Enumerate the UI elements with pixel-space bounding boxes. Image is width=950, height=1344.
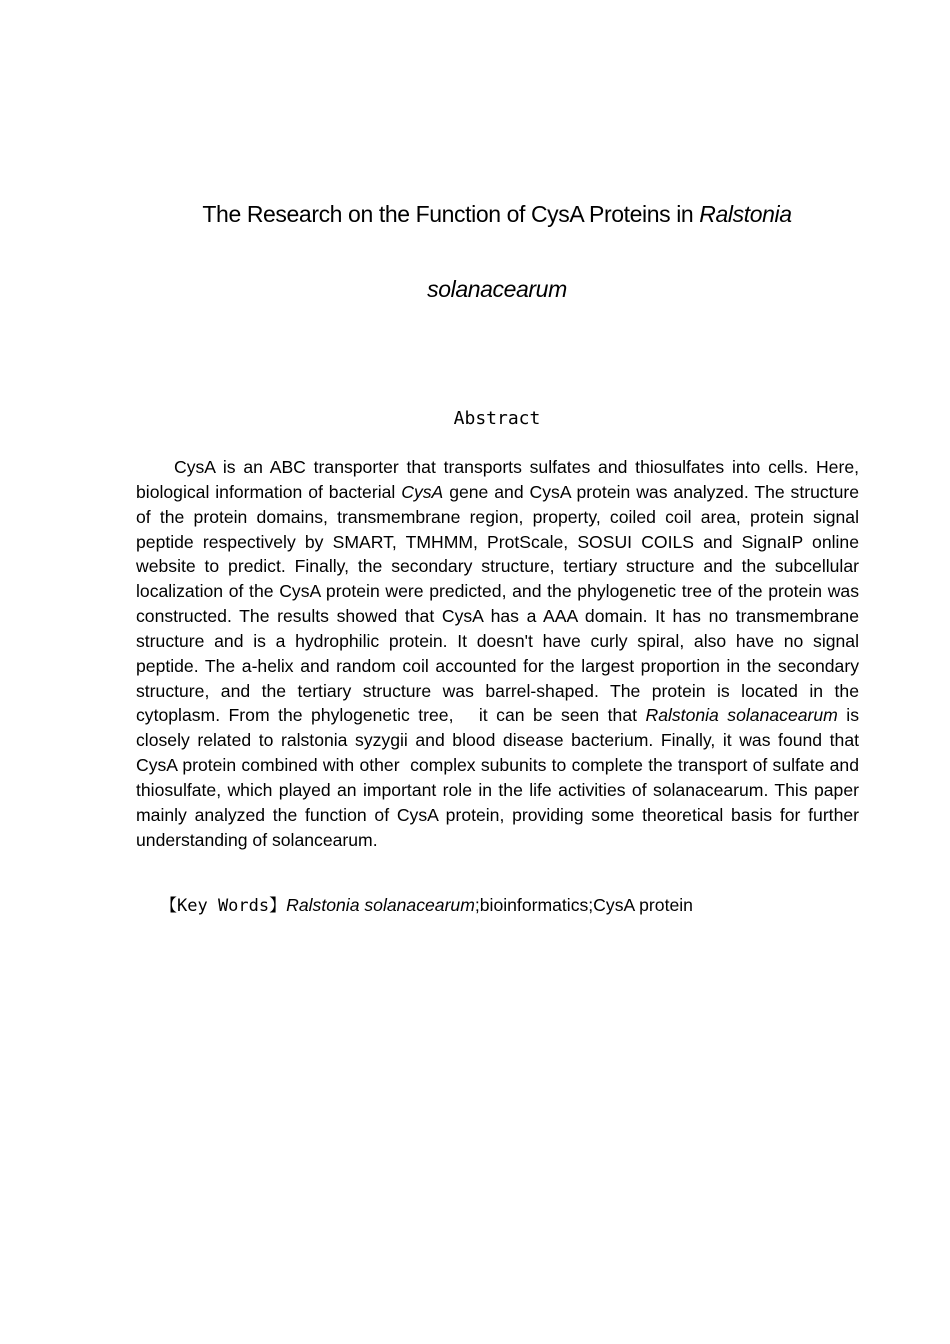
- abstract-italic-gene: CysA: [401, 481, 444, 502]
- title-italic-species: solanacearum: [427, 276, 567, 302]
- abstract-text-part-1: CysA is an ABC transporter that transports sulfates and thiosulfates into cells. Here, biological information of bacterial: [136, 457, 859, 502]
- abstract-body: [136, 455, 859, 853]
- paper-title-line-1: [22, 199, 950, 229]
- keywords-line: [160, 893, 860, 918]
- title-text: The Research on the Function of CysA Proteins in: [202, 201, 700, 227]
- keywords-label: 【Key Words】: [160, 896, 287, 916]
- abstract-text-part-3: is closely related to ralstonia syzygii and blood disease bacterium. Finally, it was found that CysA protein combined with other complex subunits to complete the transport of sulfate and thiosulfate, which played an important role in the life activities of solanacearum. This paper mainly analyzed the function of CysA protein, providing some theoretical basis for further understanding of solancearum.: [136, 705, 860, 850]
- paper-title-line-2: [22, 274, 950, 304]
- abstract-text-part-2: gene and CysA protein was analyzed. The structure of the protein domains, transmembrane region, property, coiled coil area, protein signal peptide respectively by SMART, TMHMM, ProtScale, SOSUI COILS and SignaIP online website to predict. Finally, the secondary structure, tertiary structure and the subcellular localization of the CysA protein were predicted, and the phylogenetic tree of the protein was constructed. The results showed that CysA has a AAA domain. It has no transmembrane structure and is a hydrophilic protein. It doesn't have curly spiral, also have no signal peptide. The a-helix and random coil accounted for the largest proportion in the secondary structure, and the tertiary structure was barrel-shaped. The protein is located in the cytoplasm. From the phylogenetic tree, it can be seen that: [136, 481, 859, 726]
- title-italic-genus: Ralstonia: [699, 201, 792, 227]
- keywords-rest: ;bioinformatics;CysA protein: [474, 895, 693, 915]
- abstract-italic-organism: Ralstonia solanacearum: [645, 705, 838, 726]
- keywords-italic-term: Ralstonia solanacearum: [286, 895, 475, 915]
- abstract-heading: Abstract: [453, 408, 541, 429]
